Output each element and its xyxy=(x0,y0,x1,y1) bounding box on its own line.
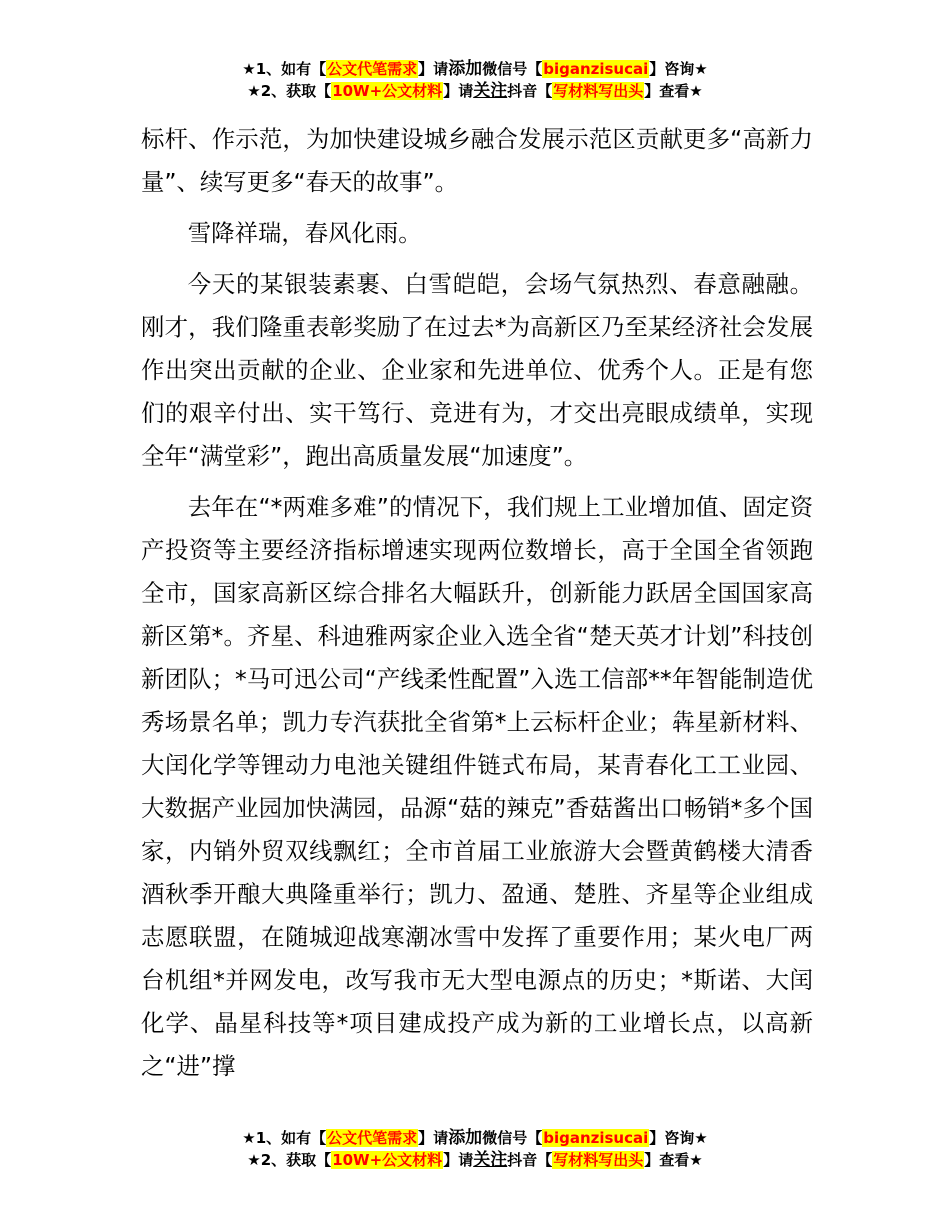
footer-line-2-suffix: 】查看★ xyxy=(644,1151,703,1169)
footer-highlight-materials: 10W+公文材料 xyxy=(332,1151,443,1169)
footer-line-2 xyxy=(0,1149,950,1171)
footer-line-2-douyin-label: 抖音【 xyxy=(507,1151,553,1169)
footer-line-1 xyxy=(0,1127,950,1149)
header-highlight-ghostwriting: 公文代笔需求 xyxy=(327,60,418,78)
footer-highlight-wechat-id: biganzisucai xyxy=(543,1129,649,1147)
header-banner xyxy=(0,58,950,102)
header-line-1-prefix: ★1、如有【 xyxy=(242,60,327,78)
header-highlight-materials: 10W+公文材料 xyxy=(332,82,443,100)
footer-highlight-ghostwriting: 公文代笔需求 xyxy=(327,1129,418,1147)
header-line-1-mid: 】请 xyxy=(418,60,449,78)
header-line-1 xyxy=(0,58,950,80)
footer-emphasis-add: 添加 xyxy=(448,1128,483,1148)
body-paragraph-3: 今天的某银装素裹、白雪皑皑，会场气氛热烈、春意融融。刚才，我们隆重表彰奖励了在过去*为高新区乃至某经济社会发展作出突出贡献的企业、企业家和先进单位、优秀个人。正是有您们的艰辛付出、实干笃行、竞进有为，才交出亮眼成绩单，实现全年“满堂彩”，跑出高质量发展“加速度”。 xyxy=(141,270,813,470)
footer-line-1-suffix: 】咨询★ xyxy=(649,1129,708,1147)
header-emphasis-follow: 关注 xyxy=(473,81,508,101)
header-line-2-prefix: ★2、获取【 xyxy=(247,82,332,100)
footer-highlight-douyin-account: 写材料写出头 xyxy=(553,1151,644,1169)
footer-banner xyxy=(0,1127,950,1171)
header-highlight-douyin-account: 写材料写出头 xyxy=(553,82,644,100)
footer-line-1-prefix: ★1、如有【 xyxy=(242,1129,327,1147)
header-line-2-suffix: 】查看★ xyxy=(644,82,703,100)
footer-emphasis-follow: 关注 xyxy=(473,1150,508,1170)
header-line-2-douyin-label: 抖音【 xyxy=(507,82,553,100)
header-highlight-wechat-id: biganzisucai xyxy=(543,60,649,78)
header-emphasis-add: 添加 xyxy=(448,59,483,79)
header-line-1-suffix: 】咨询★ xyxy=(649,60,708,78)
footer-line-1-wechat-label: 微信号【 xyxy=(482,1129,543,1147)
header-line-2 xyxy=(0,80,950,102)
body-paragraph-4: 去年在“*两难多难”的情况下，我们规上工业增加值、固定资产投资等主要经济指标增速实现两位数增长，高于全国全省领跑全市，国家高新区综合排名大幅跃升，创新能力跃居全国国家高新区第*。齐星、科迪雅两家企业入选全省“楚天英才计划”科技创新团队；*马可迅公司“产线柔性配置”入选工信部**年智能制造优秀场景名单；凯力专汽获批全省第*上云标杆企业；犇星新材料、大闰化学等锂动力电池关键组件链式布局，某青春化工工业园、大数据产业园加快满园，品源“菇的辣克”香菇酱出口畅销*多个国家，内销外贸双线飘红；全市首届工业旅游大会暨黄鹤楼大清香酒秋季开酿大典隆重举行；凯力、盈通、楚胜、齐星等企业组成志愿联盟，在随城迎战寒潮冰雪中发挥了重要作用；某火电厂两台机组*并网发电，改写我市无大型电源点的历史；*斯诺、大闰化学、晶星科技等*项目建成投产成为新的工业增长点，以高新之“进”撑 xyxy=(141,493,813,1080)
document-body xyxy=(141,118,813,1096)
footer-line-1-mid: 】请 xyxy=(418,1129,449,1147)
body-paragraph-1: 标杆、作示范，为加快建设城乡融合发展示范区贡献更多“高新力量”、续写更多“春天的故事”。 xyxy=(141,125,813,196)
footer-line-2-prefix: ★2、获取【 xyxy=(247,1151,332,1169)
header-line-2-mid: 】请 xyxy=(443,82,474,100)
header-line-1-wechat-label: 微信号【 xyxy=(482,60,543,78)
footer-line-2-mid: 】请 xyxy=(443,1151,474,1169)
body-paragraph-2: 雪降祥瑞，春风化雨。 xyxy=(187,219,422,247)
